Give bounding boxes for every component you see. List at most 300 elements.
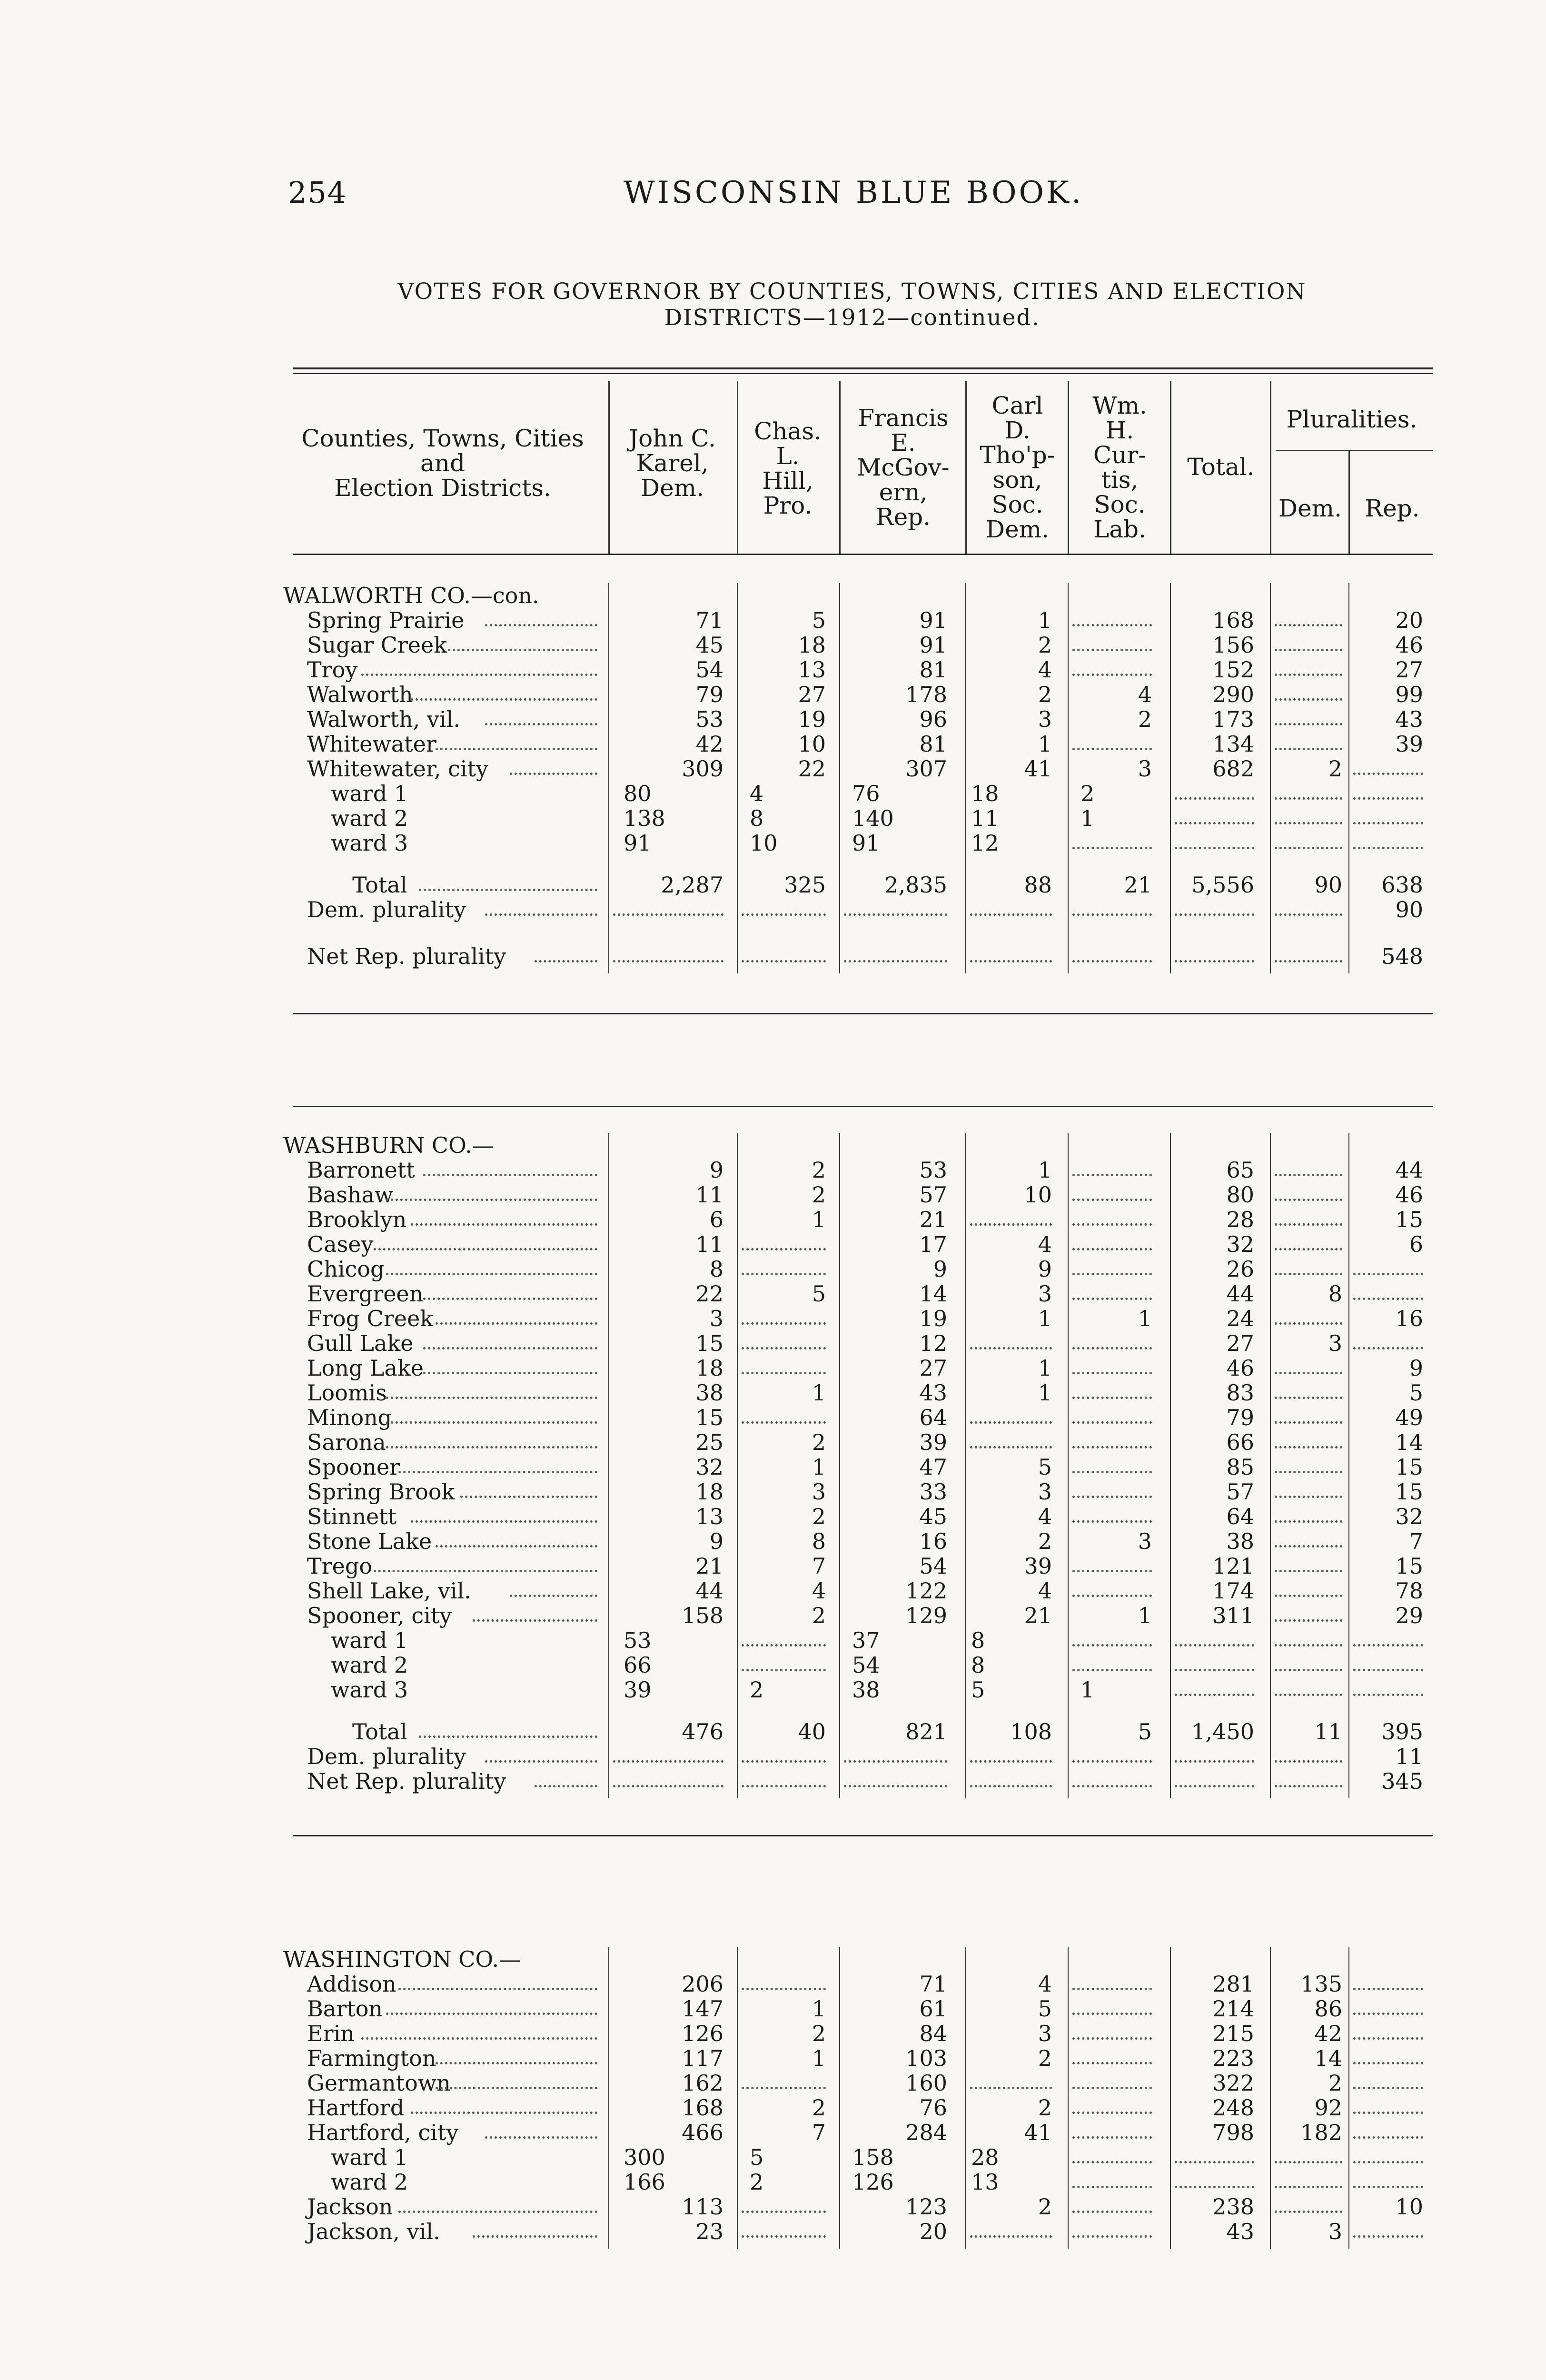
dot-leader: [1353, 847, 1423, 849]
cell-thompson: 18: [971, 781, 999, 806]
cell-karel: 300: [624, 2144, 665, 2170]
dot-leader: [473, 2235, 597, 2238]
column-divider: [608, 583, 609, 973]
row-label: Walworth, vil.: [307, 706, 460, 732]
cell-hill: 2: [750, 2169, 764, 2195]
dot-leader: [1072, 748, 1152, 750]
cell-curtis: 5: [1138, 1719, 1152, 1745]
cell-total: 214: [1212, 1996, 1254, 2022]
dot-leader: [411, 2112, 597, 2114]
dot-leader: [411, 1223, 597, 1226]
dot-leader: [1072, 1446, 1152, 1448]
dot-leader: [1175, 960, 1254, 962]
row-label: Whitewater, city: [307, 756, 488, 782]
dot-leader: [1275, 797, 1342, 800]
dot-leader: [1072, 674, 1152, 676]
cell-rep: 345: [1381, 1768, 1423, 1794]
cell-hill: 5: [750, 2144, 764, 2170]
cell-total: 83: [1226, 1380, 1254, 1406]
dot-leader: [460, 1496, 597, 1498]
table-row: [281, 1603, 1433, 1628]
row-label: Shell Lake, vil.: [307, 1578, 471, 1604]
cell-karel: 39: [624, 1677, 652, 1703]
table-row: [281, 1257, 1433, 1281]
cell-mcgovern: 45: [919, 1504, 947, 1529]
table-row: [281, 756, 1433, 781]
table-row: [281, 608, 1433, 633]
cell-total: 28: [1226, 1207, 1254, 1232]
cell-mcgovern: 9: [933, 1256, 947, 1282]
dot-leader: [970, 1785, 1052, 1787]
row-label: ward 3: [331, 830, 408, 856]
dot-leader: [386, 1199, 597, 1201]
table-row: [281, 1529, 1433, 1554]
cell-karel: 9: [709, 1157, 723, 1183]
dot-leader: [742, 960, 826, 962]
cell-mcgovern: 53: [919, 1157, 947, 1183]
cell-curtis: 4: [1138, 682, 1152, 707]
dot-leader: [970, 2235, 1052, 2238]
dot-leader: [742, 1760, 826, 1763]
cell-karel: 53: [695, 706, 723, 732]
cell-thompson: 1: [1038, 1306, 1052, 1331]
cell-total: 134: [1212, 731, 1254, 757]
cell-karel: 45: [695, 632, 723, 658]
row-label: Long Lake: [307, 1355, 424, 1381]
dot-leader: [1353, 1988, 1423, 1990]
cell-mcgovern: 160: [905, 2070, 947, 2096]
cell-karel: 53: [624, 1627, 652, 1653]
cell-total: 64: [1226, 1504, 1254, 1529]
dot-leader: [970, 1421, 1052, 1424]
cell-karel: 32: [695, 1454, 723, 1480]
cell-mcgovern: 16: [919, 1528, 947, 1554]
dot-leader: [436, 748, 597, 750]
cell-thompson: 1: [1038, 1380, 1052, 1406]
cell-mcgovern: 103: [905, 2045, 947, 2071]
walworth-section: [281, 583, 1433, 1012]
cell-karel: 13: [695, 1504, 723, 1529]
cell-mcgovern: 64: [919, 1405, 947, 1430]
table-row: [281, 1677, 1433, 1702]
cell-karel: 22: [695, 1281, 723, 1307]
row-label: Spooner: [307, 1454, 400, 1480]
column-divider: [1170, 1947, 1171, 2249]
dot-leader: [1275, 1520, 1342, 1523]
row-label: Stone Lake: [307, 1528, 432, 1554]
column-divider: [1068, 1947, 1069, 2249]
cell-thompson: 1: [1038, 607, 1052, 633]
table-row: [281, 633, 1433, 657]
cell-karel: 168: [682, 2095, 723, 2121]
column-divider: [839, 583, 840, 973]
cell-mcgovern: 284: [905, 2120, 947, 2145]
dot-leader: [1072, 1471, 1152, 1473]
table-row: [281, 1479, 1433, 1504]
header-thompson: Carl D. Tho'p- son, Soc. Dem.: [980, 392, 1055, 543]
washburn-section: [281, 1133, 1433, 1828]
column-divider: [1270, 583, 1271, 973]
dot-leader: [436, 2087, 597, 2089]
cell-mcgovern: 37: [852, 1627, 880, 1653]
cell-total: 281: [1212, 1971, 1254, 1997]
cell-total: 311: [1212, 1603, 1254, 1628]
county-heading: [281, 1133, 1433, 1158]
dot-leader: [1353, 1347, 1423, 1349]
cell-mcgovern: 33: [919, 1479, 947, 1505]
table-row: [281, 2194, 1433, 2219]
table-row: [281, 2021, 1433, 2046]
cell-hill: 7: [812, 1553, 826, 1579]
cell-karel: 3: [709, 1306, 723, 1331]
dot-leader: [1072, 1248, 1152, 1250]
table-row: [281, 1356, 1433, 1380]
row-label: ward 1: [331, 1627, 408, 1653]
cell-curtis: 1: [1080, 1677, 1095, 1703]
table-row: [281, 657, 1433, 682]
cell-thompson: 2: [1038, 2045, 1052, 2071]
table-row: [281, 2071, 1433, 2095]
cell-mcgovern: 158: [852, 2144, 894, 2170]
row-label: Barton: [307, 1996, 383, 2022]
dot-leader: [1275, 1471, 1342, 1473]
cell-total: 32: [1226, 1231, 1254, 1257]
row-label: Net Rep. plurality: [307, 1768, 506, 1794]
dot-leader: [970, 1760, 1052, 1763]
cell-rep: 15: [1395, 1207, 1423, 1232]
cell-rep: 10: [1395, 2194, 1423, 2220]
dot-leader: [423, 1174, 597, 1176]
header-divider: [1068, 381, 1069, 554]
cell-mcgovern: 61: [919, 1996, 947, 2022]
dot-leader: [1353, 2013, 1423, 2015]
cell-hill: 7: [812, 2120, 826, 2145]
cell-mcgovern: 47: [919, 1454, 947, 1480]
cell-hill: 5: [812, 1281, 826, 1307]
cell-hill: 1: [812, 1207, 826, 1232]
dot-leader: [1353, 2087, 1423, 2089]
dot-leader: [613, 960, 723, 962]
county-heading: [281, 583, 1433, 608]
summary-row: [281, 873, 1433, 897]
dot-leader: [1353, 2037, 1423, 2040]
column-divider: [737, 1947, 738, 2249]
summary-row: [281, 1719, 1433, 1744]
cell-mcgovern: 91: [919, 632, 947, 658]
dot-leader: [1353, 1694, 1423, 1696]
dot-leader: [1275, 1273, 1342, 1275]
dot-leader: [742, 1322, 826, 1325]
cell-mcgovern: 17: [919, 1231, 947, 1257]
summary-row: [281, 1744, 1433, 1769]
cell-mcgovern: 54: [852, 1652, 880, 1678]
table-row: [281, 2145, 1433, 2170]
dot-leader: [1072, 2087, 1152, 2089]
dot-leader: [1072, 1347, 1152, 1349]
row-label: ward 1: [331, 2144, 408, 2170]
cell-rep: 46: [1395, 632, 1423, 658]
dot-leader: [1275, 1322, 1342, 1325]
cell-total: 215: [1212, 2021, 1254, 2046]
cell-total: 152: [1212, 657, 1254, 683]
header-total: Total.: [1187, 453, 1255, 481]
cell-karel: 15: [695, 1405, 723, 1430]
dot-leader: [386, 1273, 597, 1275]
header-karel: John C. Karel, Dem.: [629, 425, 716, 502]
dot-leader: [1072, 2062, 1152, 2064]
dot-leader: [742, 1347, 826, 1349]
cell-curtis: 21: [1124, 872, 1152, 898]
row-label: Chicog: [307, 1256, 385, 1282]
cell-total: 85: [1226, 1454, 1254, 1480]
dot-leader: [742, 1273, 826, 1275]
cell-mcgovern: 57: [919, 1182, 947, 1208]
row-label: Sarona: [307, 1429, 386, 1455]
cell-dem: 182: [1300, 2120, 1342, 2145]
cell-mcgovern: 91: [852, 830, 880, 856]
dot-leader: [1353, 2062, 1423, 2064]
dot-leader: [970, 1223, 1052, 1226]
dot-leader: [1275, 674, 1342, 676]
dot-leader: [1275, 1570, 1342, 1572]
cell-thompson: 39: [1024, 1553, 1052, 1579]
cell-total: 238: [1212, 2194, 1254, 2220]
cell-karel: 309: [682, 756, 723, 782]
dot-leader: [1353, 1644, 1423, 1646]
cell-dem: 90: [1314, 872, 1342, 898]
cell-total: 682: [1212, 756, 1254, 782]
cell-hill: 1: [812, 1380, 826, 1406]
column-divider: [1270, 1133, 1271, 1798]
dot-leader: [1353, 1273, 1423, 1275]
dot-leader: [1275, 1372, 1342, 1374]
cell-hill: 19: [798, 706, 826, 732]
column-divider: [1068, 1133, 1069, 1798]
cell-karel: 18: [695, 1479, 723, 1505]
cell-hill: 2: [812, 1504, 826, 1529]
dot-leader: [1353, 773, 1423, 775]
table-row: [281, 1158, 1433, 1182]
table-row: [281, 1182, 1433, 1207]
dot-leader: [1275, 723, 1342, 725]
header-divider: [1348, 450, 1350, 554]
column-divider: [965, 1133, 966, 1798]
cell-karel: 80: [624, 781, 652, 806]
cell-thompson: 3: [1038, 706, 1052, 732]
table-row: [281, 1306, 1433, 1331]
dot-leader: [1275, 1397, 1342, 1399]
column-divider: [1348, 583, 1349, 973]
cell-mcgovern: 178: [905, 682, 947, 707]
dot-leader: [742, 1669, 826, 1671]
cell-dem: 2: [1328, 756, 1342, 782]
dot-leader: [535, 960, 597, 962]
cell-thompson: 2: [1038, 682, 1052, 707]
dot-leader: [398, 1471, 597, 1473]
cell-karel: 162: [682, 2070, 723, 2096]
dot-leader: [742, 1988, 826, 1990]
dot-leader: [1072, 847, 1152, 849]
cell-total: 26: [1226, 1256, 1254, 1282]
row-label: Hartford: [307, 2095, 405, 2121]
table-row: [281, 2170, 1433, 2194]
row-label: Trego: [307, 1553, 373, 1579]
row-label: Total: [352, 1719, 407, 1745]
cell-karel: 18: [695, 1355, 723, 1381]
column-divider: [1170, 583, 1171, 973]
summary-row: [281, 897, 1433, 922]
cell-mcgovern: 126: [852, 2169, 894, 2195]
dot-leader: [1175, 913, 1254, 916]
dot-leader: [970, 1347, 1052, 1349]
cell-total: 174: [1212, 1578, 1254, 1604]
cell-thompson: 41: [1024, 756, 1052, 782]
header-divider: [608, 381, 610, 554]
cell-dem: 92: [1314, 2095, 1342, 2121]
dot-leader: [1072, 1273, 1152, 1275]
dot-leader: [844, 1760, 947, 1763]
cell-karel: 113: [682, 2194, 723, 2220]
table-row: [281, 1504, 1433, 1529]
cell-rep: 16: [1395, 1306, 1423, 1331]
dot-leader: [386, 2013, 597, 2015]
table-row: [281, 1207, 1433, 1232]
row-label: Dem. plurality: [307, 1744, 466, 1769]
cell-karel: 466: [682, 2120, 723, 2145]
dot-leader: [1072, 1669, 1152, 1671]
row-label: Spring Brook: [307, 1479, 455, 1505]
dot-leader: [1275, 649, 1342, 651]
dot-leader: [1275, 1496, 1342, 1498]
cell-total: 57: [1226, 1479, 1254, 1505]
dot-leader: [844, 960, 947, 962]
dot-leader: [411, 1520, 597, 1523]
cell-rep: 44: [1395, 1157, 1423, 1183]
cell-mcgovern: 20: [919, 2219, 947, 2244]
cell-mcgovern: 96: [919, 706, 947, 732]
dot-leader: [742, 2235, 826, 2238]
cell-rep: 99: [1395, 682, 1423, 707]
table-row: [281, 1554, 1433, 1578]
cell-thompson: 3: [1038, 1281, 1052, 1307]
cell-thompson: 4: [1038, 657, 1052, 683]
dot-leader: [1072, 2013, 1152, 2015]
cell-rep: 9: [1409, 1355, 1423, 1381]
running-head: [0, 175, 1546, 213]
section-end-rule: [293, 1013, 1433, 1014]
dot-leader: [1275, 1644, 1342, 1646]
row-label: Brooklyn: [307, 1207, 407, 1232]
header-plurality-dem: Dem.: [1278, 495, 1342, 522]
dot-leader: [1072, 2112, 1152, 2114]
cell-thompson: 28: [971, 2144, 999, 2170]
table-row: [281, 1455, 1433, 1479]
row-label: Jackson: [307, 2194, 393, 2220]
dot-leader: [386, 1397, 597, 1399]
cell-hill: 8: [750, 805, 764, 831]
dot-leader: [423, 1298, 597, 1300]
summary-row: [281, 1769, 1433, 1794]
dot-leader: [510, 1595, 597, 1597]
cell-thompson: 2: [1038, 632, 1052, 658]
dot-leader: [613, 1760, 723, 1763]
cell-karel: 166: [624, 2169, 665, 2195]
cell-hill: 10: [798, 731, 826, 757]
county-name: WASHINGTON CO.—: [283, 1946, 521, 1972]
cell-karel: 206: [682, 1971, 723, 1997]
row-label: ward 3: [331, 1677, 408, 1703]
table-row: [281, 806, 1433, 831]
dot-leader: [361, 2037, 597, 2040]
header-plurality-rep: Rep.: [1365, 495, 1420, 522]
column-divider: [965, 1947, 966, 2249]
dot-leader: [374, 1248, 597, 1250]
column-divider: [608, 1133, 609, 1798]
cell-karel: 158: [682, 1603, 723, 1628]
cell-hill: 18: [798, 632, 826, 658]
cell-karel: 11: [695, 1182, 723, 1208]
table-row: [281, 1972, 1433, 1996]
dot-leader: [970, 913, 1052, 916]
row-label: Spring Prairie: [307, 607, 465, 633]
cell-dem: 135: [1300, 1971, 1342, 1997]
cell-dem: 42: [1314, 2021, 1342, 2046]
cell-mcgovern: 81: [919, 731, 947, 757]
cell-hill: 1: [812, 1996, 826, 2022]
row-label: Farmington: [307, 2045, 436, 2071]
dot-leader: [1175, 1785, 1254, 1787]
dot-leader: [1353, 2235, 1423, 2238]
column-divider: [965, 583, 966, 973]
cell-rep: 49: [1395, 1405, 1423, 1430]
cell-thompson: 13: [971, 2169, 999, 2195]
cell-thompson: 4: [1038, 1504, 1052, 1529]
dot-leader: [1072, 1760, 1152, 1763]
cell-curtis: 3: [1138, 756, 1152, 782]
column-divider: [737, 583, 738, 973]
dot-leader: [1072, 1372, 1152, 1374]
table-row: [281, 2120, 1433, 2145]
dot-leader: [1275, 913, 1342, 916]
row-label: Casey: [307, 1231, 374, 1257]
row-label: ward 2: [331, 805, 408, 831]
cell-thompson: 4: [1038, 1578, 1052, 1604]
dot-leader: [1072, 1421, 1152, 1424]
cell-total: 121: [1212, 1553, 1254, 1579]
cell-total: 168: [1212, 607, 1254, 633]
cell-hill: 2: [750, 1677, 764, 1703]
cell-karel: 71: [695, 607, 723, 633]
cell-thompson: 8: [971, 1652, 985, 1678]
header-divider: [737, 381, 738, 554]
dot-leader: [1353, 822, 1423, 824]
table-row: [281, 732, 1433, 756]
cell-dem: 3: [1328, 2219, 1342, 2244]
dot-leader: [1353, 2112, 1423, 2114]
cell-dem: 8: [1328, 1281, 1342, 1307]
table-row: [281, 1430, 1433, 1455]
dot-leader: [1175, 1644, 1254, 1646]
cell-thompson: 5: [1038, 1996, 1052, 2022]
cell-thompson: 21: [1024, 1603, 1052, 1628]
cell-hill: 4: [812, 1578, 826, 1604]
cell-karel: 79: [695, 682, 723, 707]
cell-thompson: 2: [1038, 1528, 1052, 1554]
table-row: [281, 1405, 1433, 1430]
dot-leader: [1275, 1595, 1342, 1597]
cell-rep: 6: [1409, 1231, 1423, 1257]
dot-leader: [1275, 1421, 1342, 1424]
